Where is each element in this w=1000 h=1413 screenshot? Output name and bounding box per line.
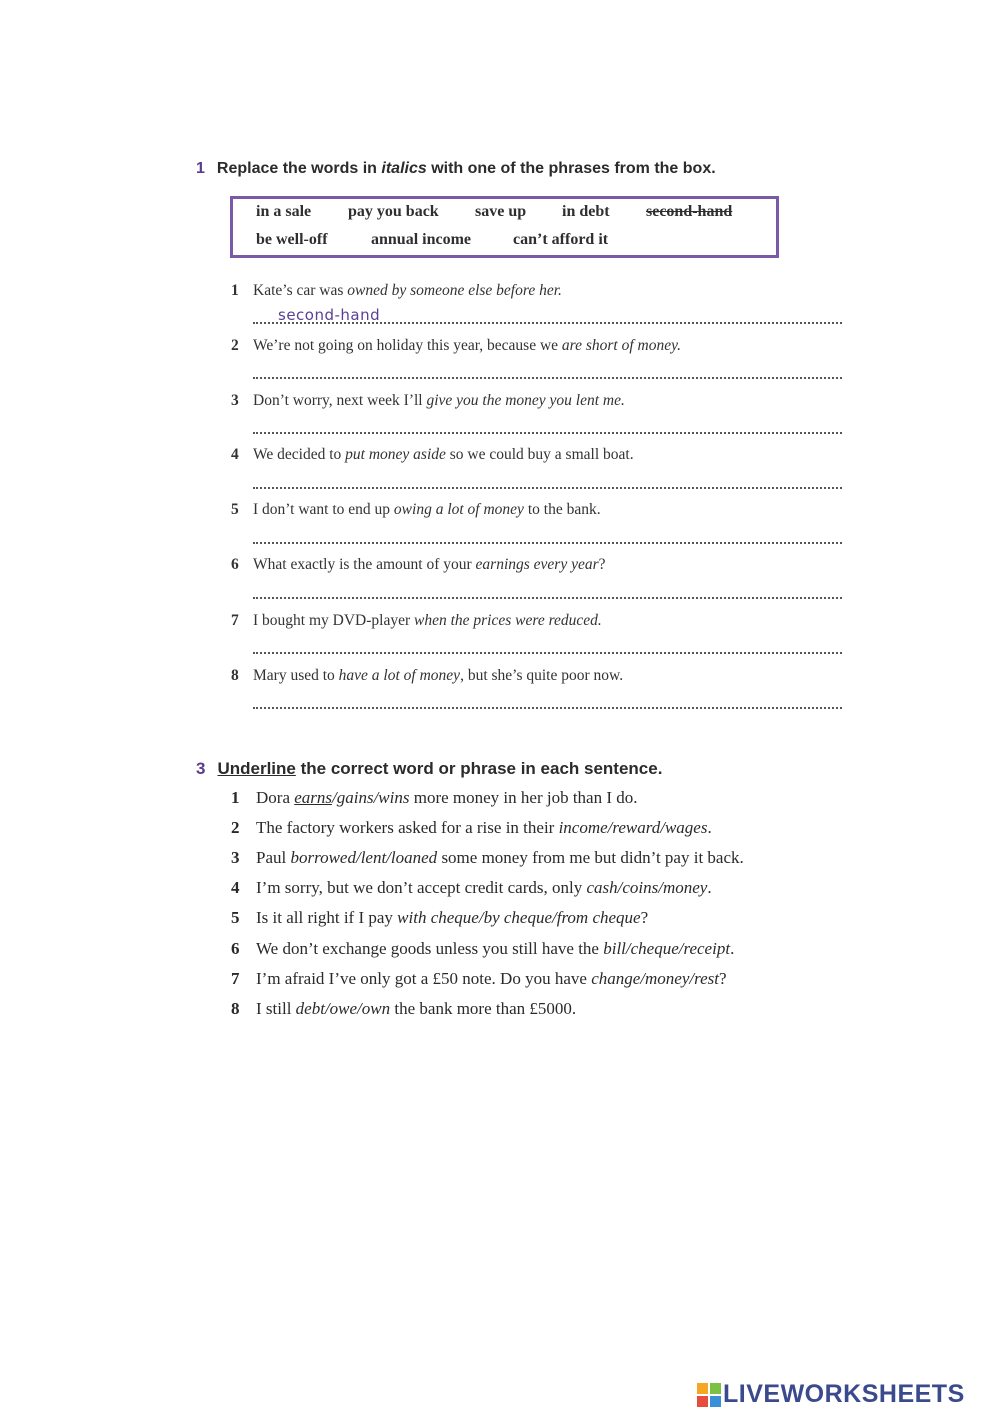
phrase-save-up: save up	[475, 203, 527, 220]
item-text: Dora	[256, 788, 295, 807]
exercise-number: 3	[196, 759, 206, 778]
exercise-3-instruction	[196, 759, 662, 779]
item-italic-text: put money aside	[345, 446, 446, 463]
choice-options[interactable]: change/money/rest	[591, 969, 719, 988]
item-number: 3	[231, 848, 240, 867]
item-number: 6	[231, 939, 240, 958]
answer-line[interactable]	[253, 542, 842, 544]
item-text: ?	[640, 908, 649, 927]
item-text: We decided to	[253, 446, 346, 463]
phrase-cant-afford-it: can’t afford it	[513, 231, 609, 248]
ex1-item	[231, 612, 602, 630]
item-text: I’m sorry, but we don’t accept credit cards, only	[256, 878, 587, 897]
answer-line[interactable]	[253, 377, 842, 379]
choice-options[interactable]: with cheque/by cheque/from cheque	[397, 908, 641, 927]
item-number: 8	[231, 999, 240, 1018]
item-text: I don’t want to end up	[253, 501, 394, 518]
item-number: 1	[231, 788, 240, 807]
instruction-italic-word: italics	[381, 160, 427, 177]
item-number: 5	[231, 501, 239, 518]
exercise-number: 1	[196, 160, 205, 177]
item-text: more money in her job than I do.	[409, 788, 638, 807]
phrase-annual-income: annual income	[371, 231, 472, 248]
instruction-underlined-word: Underline	[217, 759, 296, 778]
item-text: We don’t exchange goods unless you still have the	[256, 939, 604, 958]
item-text: Is it all right if I pay	[256, 908, 398, 927]
ex3-item	[231, 878, 712, 898]
item-text: some money from me but didn’t pay it back.	[437, 848, 744, 867]
liveworksheets-logo-icon	[697, 1383, 721, 1407]
item-number: 5	[231, 908, 240, 927]
item-text: We’re not going on holiday this year, because we	[253, 337, 562, 354]
ex1-item	[231, 556, 606, 574]
item-text: Paul	[256, 848, 291, 867]
answer-line[interactable]	[253, 707, 842, 709]
item-italic-text: give you the money you lent me.	[426, 392, 625, 409]
item-text: Kate’s car was	[253, 282, 348, 299]
item-text: Mary used to	[253, 667, 339, 684]
item-number: 1	[231, 282, 239, 299]
item-text: .	[730, 939, 735, 958]
item-text: What exactly is the amount of your	[253, 556, 476, 573]
logo-text: LIVEWORKSHEETS	[723, 1380, 965, 1408]
ex3-item	[231, 788, 638, 808]
ex3-item	[231, 939, 734, 959]
choice-options[interactable]: cash/coins/money	[586, 878, 708, 897]
item-text: I still	[256, 999, 296, 1018]
ex1-item	[231, 446, 634, 464]
item-text: I’m afraid I’ve only got a £50 note. Do you have	[256, 969, 592, 988]
ex1-item	[231, 392, 625, 410]
item-text: .	[707, 878, 712, 897]
item-italic-text: owned by someone else before her.	[347, 282, 562, 299]
answer-line[interactable]	[253, 652, 842, 654]
instruction-text: Replace the words in	[216, 160, 382, 177]
item-text: The factory workers asked for a rise in their	[256, 818, 559, 837]
ex1-item	[231, 282, 562, 300]
phrase-in-a-sale: in a sale	[256, 203, 312, 220]
ex3-item	[231, 999, 576, 1019]
item-text: to the bank.	[523, 501, 601, 518]
liveworksheets-logo[interactable]	[697, 1380, 965, 1408]
answer-line[interactable]	[253, 487, 842, 489]
item-number: 2	[231, 337, 239, 354]
item-text: .	[707, 818, 712, 837]
choice-options[interactable]: /gains/wins	[332, 788, 410, 807]
item-number: 8	[231, 667, 239, 684]
answer-line[interactable]	[253, 597, 842, 599]
phrase-box	[230, 196, 779, 258]
item-italic-text: owing a lot of money	[393, 501, 524, 518]
exercise-1-instruction	[196, 160, 716, 178]
choice-options[interactable]: income/reward/wages	[558, 818, 708, 837]
item-italic-text: are short of money.	[561, 337, 682, 354]
instruction-text: with one of the phrases from the box.	[426, 160, 716, 177]
item-text: ?	[718, 969, 727, 988]
item-number: 7	[231, 969, 240, 988]
phrase-pay-you-back: pay you back	[348, 203, 439, 220]
ex3-item	[231, 818, 712, 838]
item-number: 2	[231, 818, 240, 837]
ex3-item	[231, 908, 648, 928]
item-number: 3	[231, 392, 239, 409]
ex1-item	[231, 337, 681, 355]
item-italic-text: have a lot of money	[338, 667, 461, 684]
item-italic-text: earnings every year	[475, 556, 599, 573]
item-number: 4	[231, 878, 240, 897]
answer-line[interactable]	[253, 322, 842, 324]
choice-options[interactable]: bill/cheque/receipt	[603, 939, 731, 958]
item-text: , but she’s quite poor now.	[460, 667, 624, 684]
instruction-text: the correct word or phrase in each sentence.	[295, 759, 663, 778]
phrase-in-debt: in debt	[562, 203, 610, 220]
item-text: the bank more than £5000.	[390, 999, 577, 1018]
item-text: ?	[598, 556, 606, 573]
choice-options[interactable]: borrowed/lent/loaned	[290, 848, 438, 867]
ex3-item	[231, 969, 727, 989]
item-number: 4	[231, 446, 239, 463]
item-italic-text: when the prices were reduced.	[414, 612, 602, 629]
ex1-item	[231, 667, 623, 685]
item-text: I bought my DVD-player	[253, 612, 414, 629]
ex1-item	[231, 501, 601, 519]
answer-text: second-hand	[278, 306, 381, 324]
item-text: Don’t worry, next week I’ll	[253, 392, 427, 409]
phrase-be-well-off: be well-off	[256, 231, 328, 248]
item-number: 7	[231, 612, 239, 629]
item-number: 6	[231, 556, 239, 573]
ex3-item	[231, 848, 744, 868]
choice-options[interactable]: debt/owe/own	[295, 999, 391, 1018]
answer-line[interactable]	[253, 432, 842, 434]
underlined-choice[interactable]: earns	[294, 788, 333, 807]
item-text: so we could buy a small boat.	[445, 446, 634, 463]
phrase-second-hand-used: second-hand	[646, 203, 733, 220]
